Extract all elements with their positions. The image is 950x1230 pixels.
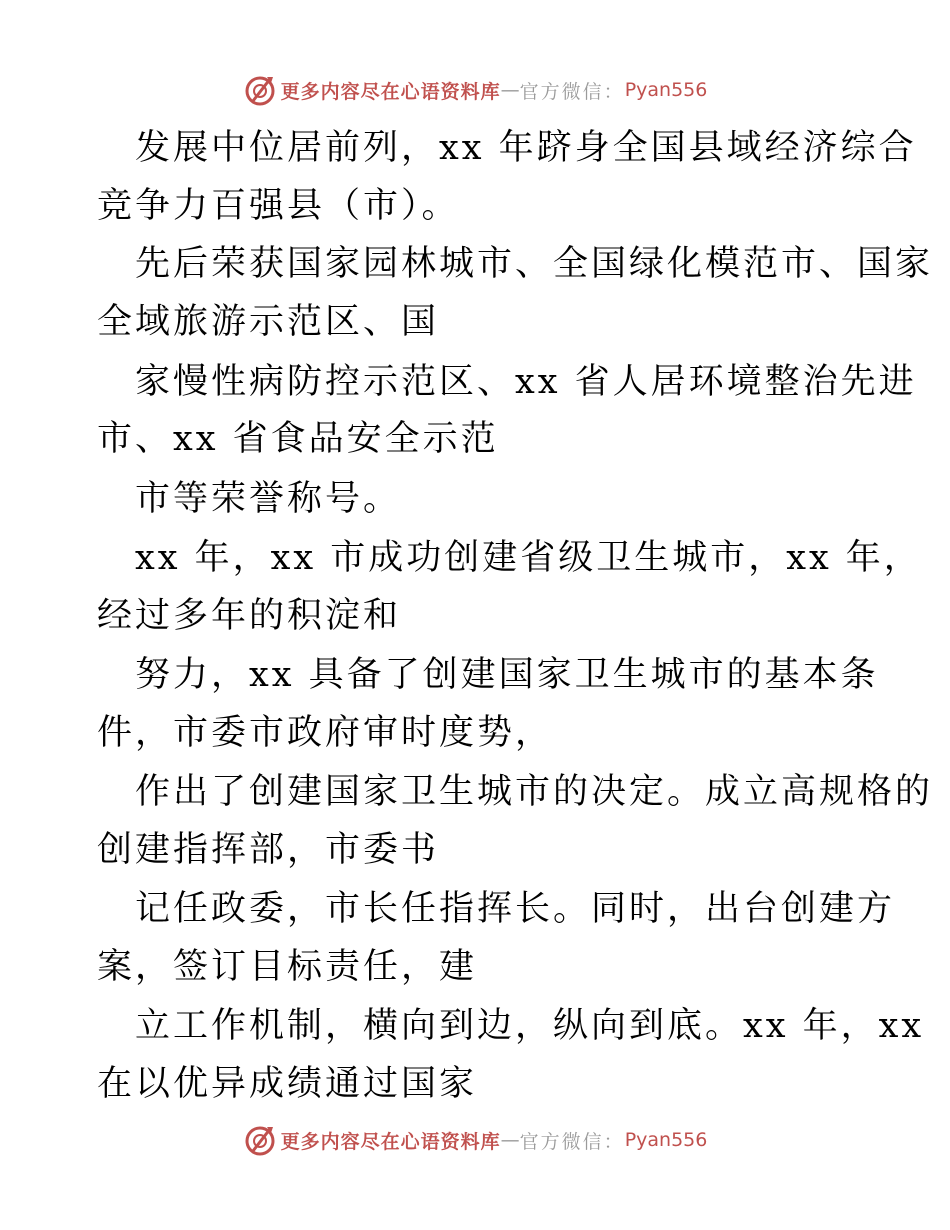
footer-separator: — xyxy=(500,1129,520,1151)
body-line: 创建指挥部，市委书 xyxy=(97,830,440,870)
body-line: 发展中位居前列，xx 年跻身全国县域经济综合 xyxy=(135,128,917,168)
footer-banner xyxy=(0,1120,950,1160)
body-line: 市等荣誉称号。 xyxy=(135,479,402,519)
body-line: 记任政委，市长任指挥长。同时，出台创建方 xyxy=(135,889,896,929)
body-line: 先后荣获国家园林城市、全国绿化模范市、国家 xyxy=(135,244,934,284)
body-line: xx 年，xx 市成功创建省级卫生城市，xx 年， xyxy=(135,538,922,578)
header-wechat-id: Pyan556 xyxy=(624,79,708,101)
header-brand-text: 更多内容尽在心语资料库 xyxy=(280,80,501,103)
footer-wechat-id: Pyan556 xyxy=(624,1129,708,1151)
body-line: 在以优异成绩通过国家 xyxy=(97,1064,478,1104)
body-line: 立工作机制，横向到边，纵向到底。xx 年，xx xyxy=(135,1006,925,1046)
body-line: 案，签订目标责任，建 xyxy=(97,947,478,987)
body-line: 件，市委市政府审时度势， xyxy=(97,713,554,753)
body-line: 家慢性病防控示范区、xx 省人居环境整治先进 xyxy=(135,362,917,402)
body-line: 经过多年的积淀和 xyxy=(97,596,402,636)
brand-logo-icon xyxy=(243,1123,277,1157)
header-official-label: 官方微信： xyxy=(519,80,625,103)
header-separator: — xyxy=(500,79,520,101)
body-line: 市、xx 省食品安全示范 xyxy=(97,419,499,459)
body-line: 竞争力百强县（市）。 xyxy=(97,186,460,226)
body-line: 努力，xx 具备了创建国家卫生城市的基本条 xyxy=(135,655,879,695)
body-line: 全域旅游示范区、国 xyxy=(97,302,440,342)
footer-official-label: 官方微信： xyxy=(519,1130,625,1153)
body-line: 作出了创建国家卫生城市的决定。成立高规格的 xyxy=(135,772,934,812)
footer-brand-text: 更多内容尽在心语资料库 xyxy=(280,1130,501,1153)
